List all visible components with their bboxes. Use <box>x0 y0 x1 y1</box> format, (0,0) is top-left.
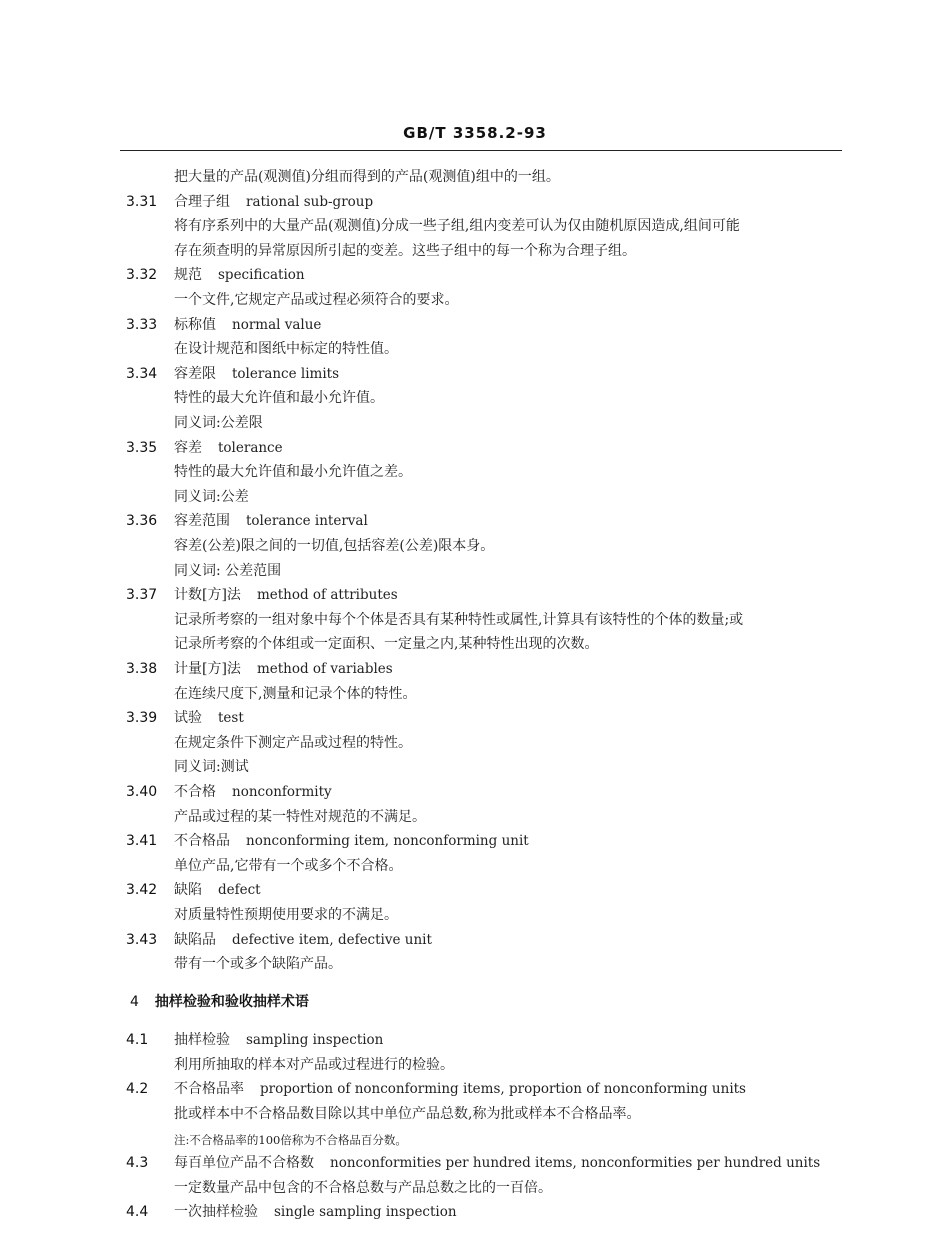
term-number: 3.37 <box>126 587 158 604</box>
term-english: proportion of nonconforming items, proportion of nonconforming units <box>260 1081 746 1098</box>
term-definition: 特性的最大允许值和最小允许值之差。 <box>174 464 412 481</box>
term-definition: 记录所考察的一组对象中每个个体是否具有某种特性或属性,计算具有该特性的个体的数量;或 <box>174 611 744 628</box>
term-definition: 单位产品,它带有一个或多个不合格。 <box>174 857 403 874</box>
term-english: nonconforming item, nonconforming unit <box>246 833 529 850</box>
intro-text: 把大量的产品(观测值)分组而得到的产品(观测值)组中的一组。 <box>174 169 560 185</box>
term-definition: 产品或过程的某一特性对规范的不满足。 <box>174 808 426 825</box>
term-english: method of attributes <box>256 587 398 604</box>
term-number: 3.39 <box>126 710 158 727</box>
term-english: tolerance interval <box>246 513 368 530</box>
term-heading <box>174 1154 820 1172</box>
term-chinese: 试验 <box>174 710 202 727</box>
term-number: 4.2 <box>126 1081 149 1098</box>
term-number: 3.35 <box>126 439 158 456</box>
term-heading <box>174 266 305 284</box>
term-chinese: 规范 <box>174 267 202 284</box>
term-chinese: 不合格品 <box>174 833 230 850</box>
term-english: rational sub-group <box>246 193 374 210</box>
term-chinese: 容差限 <box>174 365 216 382</box>
term-definition: 同义词: 公差范围 <box>174 562 282 579</box>
term-number: 4.1 <box>126 1032 149 1048</box>
term-heading <box>174 881 261 899</box>
term-definition: 一定数量产品中包含的不合格总数与产品总数之比的一百倍。 <box>174 1179 552 1196</box>
term-heading <box>174 1203 457 1221</box>
term-number: 3.38 <box>126 660 158 677</box>
term-number: 3.31 <box>126 193 158 210</box>
term-english: tolerance limits <box>232 365 340 382</box>
term-chinese: 计量[方]法 <box>174 660 241 677</box>
term-heading <box>174 832 529 850</box>
term-definition: 批或样本中不合格品数目除以其中单位产品总数,称为批或样本不合格品率。 <box>174 1105 641 1122</box>
term-heading <box>174 709 244 727</box>
term-english: nonconformity <box>232 783 332 800</box>
term-definition: 特性的最大允许值和最小允许值。 <box>174 390 384 407</box>
term-definition: 利用所抽取的样本对产品或过程进行的检验。 <box>174 1056 454 1073</box>
term-definition: 带有一个或多个缺陷产品。 <box>174 956 342 973</box>
term-number: 3.42 <box>126 882 158 899</box>
term-english: tolerance <box>218 439 283 456</box>
term-chinese: 缺陷品 <box>174 931 216 948</box>
term-number: 3.43 <box>126 931 158 948</box>
term-definition: 记录所考察的个体组或一定面积、一定量之内,某种特性出现的次数。 <box>174 636 599 653</box>
term-definition: 同义词:公差 <box>174 488 249 505</box>
term-english: method of variables <box>256 660 393 677</box>
term-heading <box>174 783 332 801</box>
term-heading <box>174 316 321 334</box>
term-definition: 在连续尺度下,测量和记录个体的特性。 <box>174 685 417 702</box>
term-chinese: 每百单位产品不合格数 <box>174 1155 314 1171</box>
term-english: single sampling inspection <box>274 1204 457 1221</box>
term-definition: 同义词:测试 <box>174 759 249 776</box>
section-number: 4 <box>130 994 139 1010</box>
section-title: 抽样检验和验收抽样术语 <box>154 994 309 1010</box>
term-definition: 在设计规范和图纸中标定的特性值。 <box>174 341 398 358</box>
term-number: 3.40 <box>126 783 158 800</box>
term-number: 3.34 <box>126 365 158 382</box>
term-number: 3.36 <box>126 513 158 530</box>
term-heading <box>174 193 373 211</box>
term-heading <box>174 1080 746 1098</box>
term-heading <box>174 660 393 678</box>
term-heading <box>174 586 398 604</box>
term-chinese: 合理子组 <box>174 193 230 210</box>
term-definition: 在规定条件下测定产品或过程的特性。 <box>174 734 412 751</box>
term-chinese: 不合格品率 <box>174 1081 244 1098</box>
term-chinese: 不合格 <box>174 783 216 800</box>
term-note: 注:不合格品率的100倍称为不合格品百分数。 <box>174 1133 407 1148</box>
term-english: normal value <box>232 316 322 333</box>
term-definition: 将有序系列中的大量产品(观测值)分成一些子组,组内变差可认为仅由随机原因造成,组间可能 <box>174 218 740 235</box>
term-number: 4.3 <box>126 1155 149 1171</box>
term-definition: 存在须查明的异常原因所引起的变差。这些子组中的每一个称为合理子组。 <box>174 242 636 259</box>
term-heading <box>174 931 432 949</box>
term-english: nonconformities per hundred items, nonconformities per hundred units <box>330 1155 821 1171</box>
term-number: 3.41 <box>126 833 158 850</box>
term-english: sampling inspection <box>246 1032 384 1048</box>
term-chinese: 缺陷 <box>174 882 202 899</box>
term-heading <box>174 365 339 383</box>
term-chinese: 计数[方]法 <box>174 587 241 604</box>
term-definition: 同义词:公差限 <box>174 414 263 431</box>
term-heading <box>174 439 283 457</box>
term-heading <box>174 512 368 530</box>
term-english: defect <box>218 882 261 899</box>
term-definition: 容差(公差)限之间的一切值,包括容差(公差)限本身。 <box>174 537 495 554</box>
page-header: GB/T 3358.2-93 <box>403 124 547 142</box>
term-english: defective item, defective unit <box>232 931 432 948</box>
term-english: test <box>218 710 244 727</box>
term-heading <box>174 1031 383 1049</box>
term-chinese: 一次抽样检验 <box>174 1204 258 1221</box>
term-definition: 一个文件,它规定产品或过程必须符合的要求。 <box>174 291 459 308</box>
header-rule <box>120 150 842 151</box>
term-chinese: 容差 <box>174 439 202 456</box>
term-definition: 对质量特性预期使用要求的不满足。 <box>174 906 398 923</box>
term-english: specification <box>218 267 305 284</box>
term-number: 4.4 <box>126 1204 149 1221</box>
term-chinese: 容差范围 <box>174 513 230 530</box>
term-number: 3.33 <box>126 316 158 333</box>
term-number: 3.32 <box>126 267 158 284</box>
term-chinese: 标称值 <box>174 316 216 333</box>
term-chinese: 抽样检验 <box>174 1032 230 1048</box>
